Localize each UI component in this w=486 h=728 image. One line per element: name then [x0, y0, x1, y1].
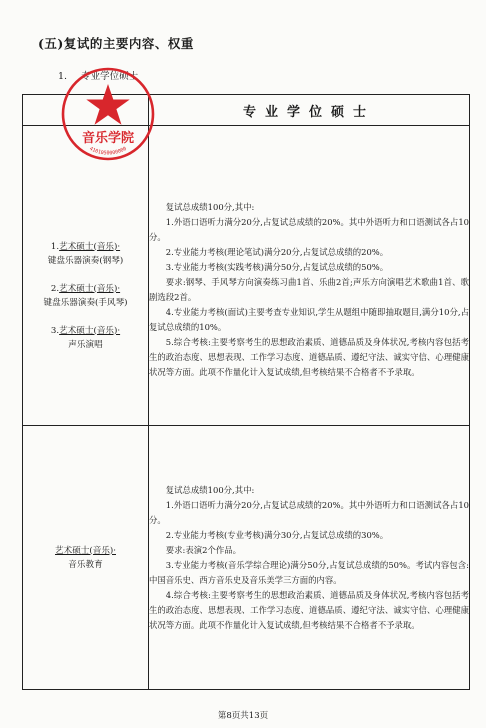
major-item — [23, 240, 148, 268]
requirement-paragraph: 5.综合考核:主要考察考生的思想政治素质、道德品质及身体状况,考核内容包括考生的政治态度、思想表现、工作学习态度、道德品质、遵纪守法、诚实守信、心理健康状况等方面。此项不作量化计入复试成绩,但考核结果不合格者不予录取。 — [149, 336, 469, 377]
requirement-paragraph: 1.外语口语听力满分20分,占复试总成绩的20%。其中外语听力和口语测试各占10分。 — [149, 499, 469, 525]
major-sub: 键盘乐器演奏(钢琴) — [47, 255, 124, 266]
degree-table — [22, 94, 470, 690]
major-title: 艺术硕士(音乐)· — [59, 325, 121, 336]
sub-heading-text: 专业学位硕士 — [81, 71, 139, 82]
requirement-paragraph: 4.专业能力考核(面试)主要考查专业知识,学生从题组中随即抽取题目,满分10分,占复试总成绩的10%。 — [149, 306, 469, 332]
requirement-paragraph: 3.专业能力考核(音乐学综合理论)满分50分,占复试总成绩的50%。考试内容包含:中国音乐史、西方音乐史及音乐美学三方面的内容。 — [149, 559, 469, 585]
table-row — [23, 126, 470, 426]
table-header-row — [23, 95, 470, 126]
requirement-paragraph: 要求:表演2个作品。 — [165, 544, 241, 555]
requirement-paragraph: 1.外语口语听力满分20分,占复试总成绩的20%。其中外语听力和口语测试各占10分。 — [149, 216, 469, 242]
sub-heading-number: 1. — [58, 71, 68, 82]
requirements-cell — [149, 126, 470, 426]
major-list-cell — [23, 426, 149, 690]
major-item — [23, 544, 148, 572]
major-item — [23, 324, 148, 352]
requirement-paragraph: 2.专业能力考核(专业考核)满分30分,占复试总成绩的30%。 — [165, 529, 389, 540]
seal-serial: 4101050000000 — [88, 145, 128, 157]
major-title: 艺术硕士(音乐)· — [59, 241, 121, 252]
major-sub: 音乐教育 — [68, 559, 103, 570]
requirement-paragraph: 2.专业能力考核(理论笔试)满分20分,占复试总成绩的20%。 — [165, 246, 389, 257]
requirement-paragraph: 要求:钢琴、手风琴方向演奏练习曲1首、乐曲2首;声乐方向演唱艺术歌曲1首、歌剧选段2首。 — [149, 276, 469, 302]
major-sub: 声乐演唱 — [68, 339, 103, 350]
requirement-paragraph: 4.综合考核:主要考察考生的思想政治素质、道德品质及身体状况,考核内容包括考生的政治态度、思想表现、工作学习态度、道德品质、遵纪守法、诚实守信、心理健康状况等方面。此项不作量化计入复试成绩,但考核结果不合格者不予录取。 — [149, 589, 469, 630]
sub-heading — [58, 68, 138, 82]
major-title: 艺术硕士(音乐)· — [59, 283, 121, 294]
section-heading: (五)复试的主要内容、权重 — [38, 36, 194, 51]
major-prefix: 2. — [50, 283, 60, 294]
major-list-cell — [23, 126, 149, 426]
major-item — [23, 282, 148, 310]
requirements-cell — [149, 426, 470, 690]
major-sub: 键盘乐器演奏(手风琴) — [43, 297, 128, 308]
table-header-title: 专业学位硕士 — [149, 95, 470, 126]
requirement-paragraph: 3.专业能力考核(实践考核)满分50分,占复试总成绩的50%。 — [165, 261, 389, 272]
major-prefix: 3. — [50, 325, 60, 336]
requirement-paragraph: 复试总成绩100分,其中: — [165, 484, 255, 495]
seal-text: 音乐学院 — [81, 131, 135, 146]
major-prefix: 1. — [50, 241, 60, 252]
major-title: 艺术硕士(音乐)· — [55, 545, 116, 556]
table-row — [23, 426, 470, 690]
page-footer: 第8页共13页 — [217, 711, 269, 721]
requirement-paragraph: 复试总成绩100分,其中: — [165, 201, 255, 212]
table-header-left — [23, 95, 149, 126]
